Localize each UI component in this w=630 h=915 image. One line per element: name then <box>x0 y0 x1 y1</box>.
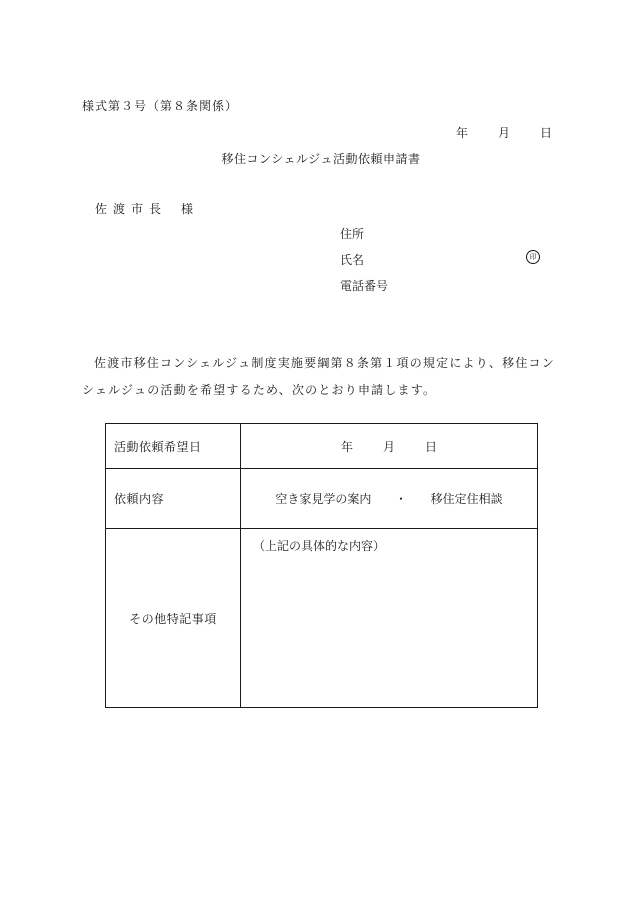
option-separator: ・ <box>394 492 407 506</box>
other-notes-field[interactable] <box>241 529 538 708</box>
address-label: 住所 <box>340 227 365 241</box>
addressee <box>95 200 199 217</box>
table-row <box>106 469 538 529</box>
request-statement: 佐渡市移住コンシェルジュ制度実施要綱第８条第１項の規定により、移住コンシェルジュの活動を希望するため、次のとおり申請します。 <box>82 356 555 397</box>
seal-mark-icon: 印 <box>526 250 540 264</box>
other-notes-label: その他特記事項 <box>106 529 241 708</box>
option-relocation-consultation[interactable]: 移住定住相談 <box>430 492 503 506</box>
date-month-label: 月 <box>498 126 511 140</box>
other-notes-hint: （上記の具体的な内容） <box>253 539 386 553</box>
table-row <box>106 424 538 469</box>
desired-date-label: 活動依頼希望日 <box>106 424 241 469</box>
date-day-label: 日 <box>540 126 553 140</box>
request-content-field[interactable] <box>241 469 538 529</box>
application-date <box>456 124 552 141</box>
document-title: 移住コンシェルジュ活動依頼申請書 <box>221 152 421 166</box>
option-vacant-house-tour[interactable]: 空き家見学の案内 <box>275 492 372 506</box>
phone-label: 電話番号 <box>340 279 389 293</box>
table-row <box>106 529 538 708</box>
name-label: 氏名 <box>340 253 365 267</box>
form-number: 様式第３号（第８条関係） <box>82 99 239 113</box>
request-table <box>105 423 538 708</box>
addressee-honorific: 様 <box>181 202 200 216</box>
desired-year-label: 年 <box>340 439 353 454</box>
date-year-label: 年 <box>456 126 469 140</box>
request-content-label: 依頼内容 <box>106 469 241 529</box>
desired-day-label: 日 <box>425 439 438 454</box>
desired-month-label: 月 <box>382 439 395 454</box>
addressee-name: 佐渡市長 <box>95 202 168 216</box>
desired-date-field[interactable] <box>241 424 538 469</box>
